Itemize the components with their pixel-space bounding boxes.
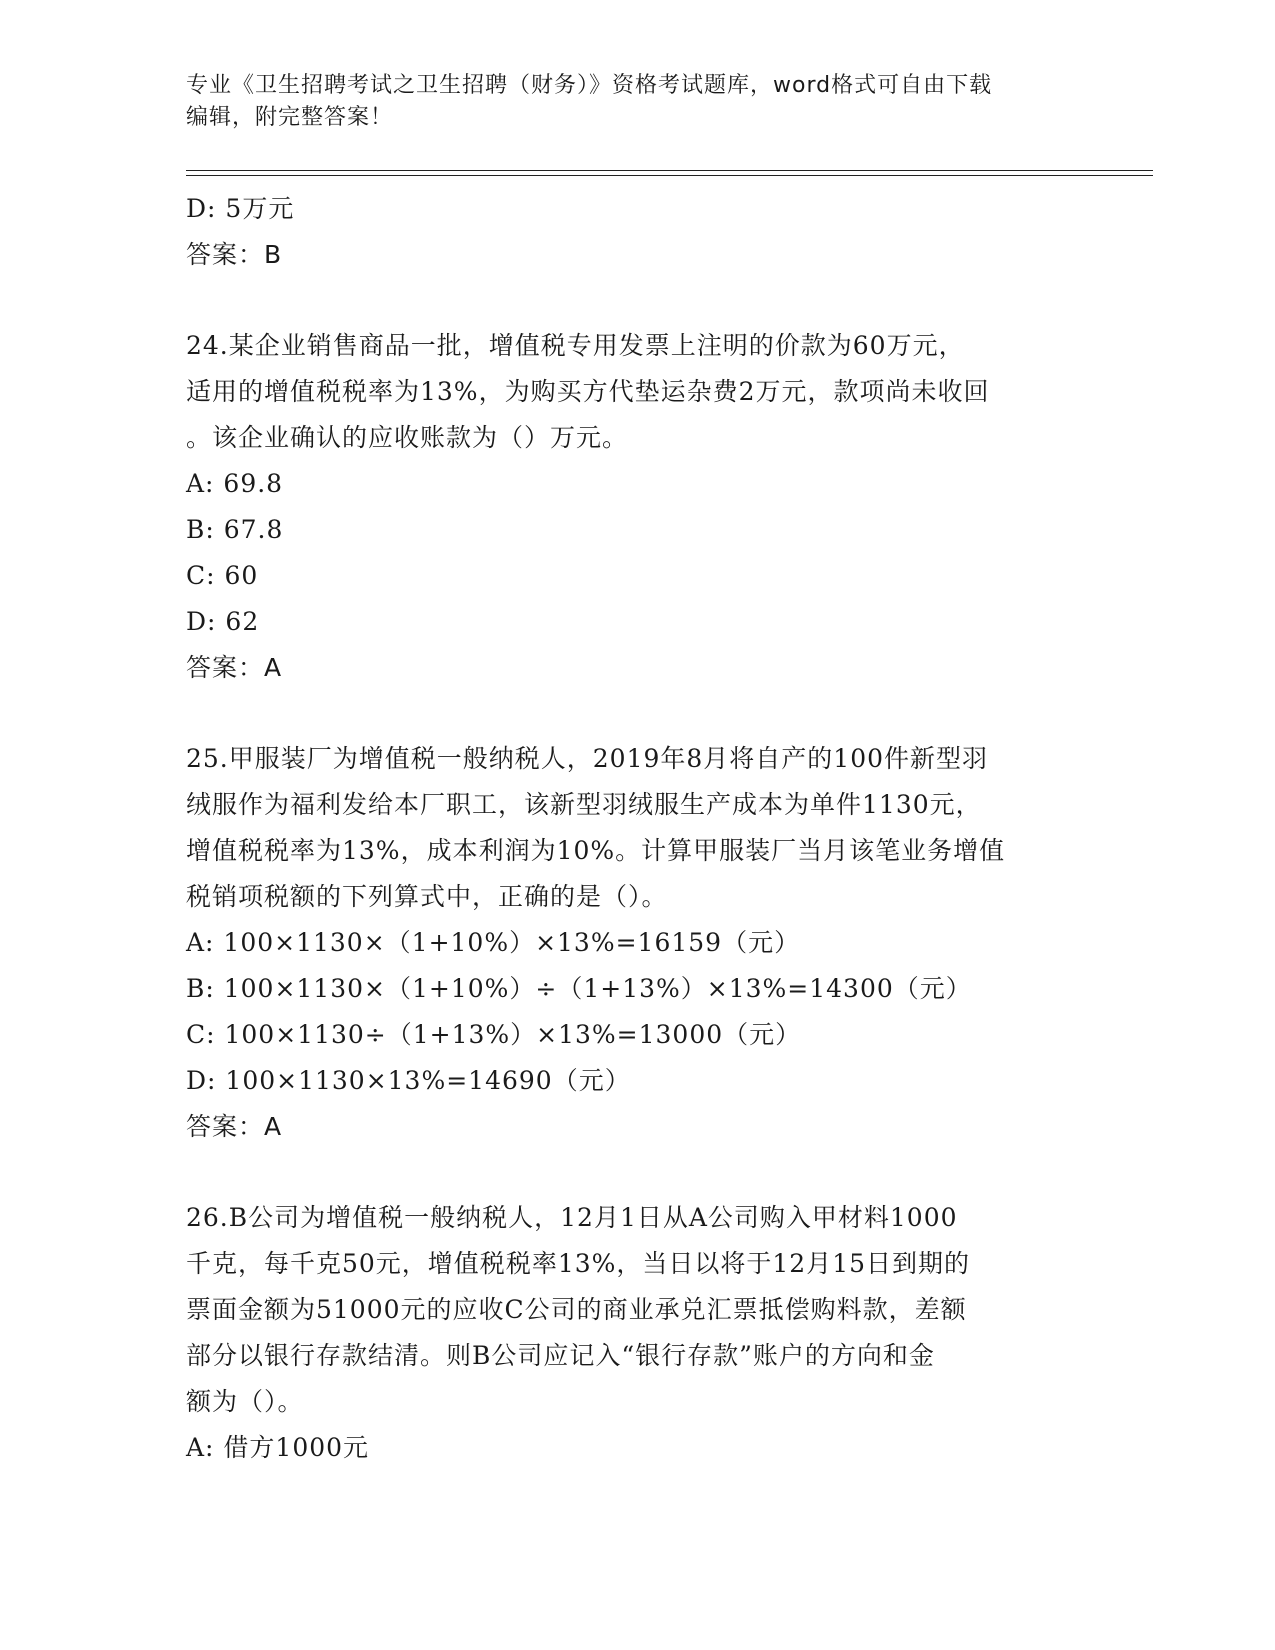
header-rule-bottom bbox=[186, 175, 1153, 176]
answer: 答案：A bbox=[186, 653, 283, 682]
question-stem-line: 票面金额为51000元的应收C公司的商业承兑汇票抵偿购料款，差额 bbox=[186, 1295, 967, 1324]
option-c: C: 100×1130÷（1+13%）×13%=13000（元） bbox=[186, 1020, 802, 1049]
question-stem-line: 增值税税率为13%，成本利润为10%。计算甲服装厂当月该笔业务增值 bbox=[186, 836, 1006, 865]
header-line-2: 编辑，附完整答案！ bbox=[186, 105, 394, 130]
answer: 答案：B bbox=[186, 240, 283, 269]
option-d: D: 100×1130×13%=14690（元） bbox=[186, 1066, 631, 1095]
option-b: B: 100×1130×（1+10%）÷（1+13%）×13%=14300（元） bbox=[186, 974, 972, 1003]
option-d: D: 62 bbox=[186, 607, 260, 636]
header-rule-top bbox=[186, 170, 1153, 171]
question-24 bbox=[186, 323, 1086, 691]
option-c: C: 60 bbox=[186, 561, 259, 590]
question-stem-line: 千克，每千克50元，增值税税率13%，当日以将于12月15日到期的 bbox=[186, 1249, 971, 1278]
question-25 bbox=[186, 736, 1086, 1150]
option-a: A: 借方1000元 bbox=[186, 1433, 370, 1462]
option-a: A: 69.8 bbox=[186, 469, 284, 498]
header-line-1: 专业《卫生招聘考试之卫生招聘（财务）》资格考试题库，word格式可自由下载 bbox=[186, 73, 993, 98]
previous-question-tail bbox=[186, 186, 1086, 278]
question-stem-line: 部分以银行存款结清。则B公司应记入“银行存款”账户的方向和金 bbox=[186, 1341, 935, 1370]
question-stem-line: 绒服作为福利发给本厂职工，该新型羽绒服生产成本为单件1130元， bbox=[186, 790, 982, 819]
option-b: B: 67.8 bbox=[186, 515, 284, 544]
question-stem-line: 税销项税额的下列算式中，正确的是（）。 bbox=[186, 882, 668, 911]
option-d: D: 5万元 bbox=[186, 194, 295, 223]
document-body bbox=[186, 186, 1086, 1471]
question-stem-line: 26.B公司为增值税一般纳税人，12月1日从A公司购入甲材料1000 bbox=[186, 1203, 958, 1232]
page-header bbox=[186, 70, 1086, 134]
answer: 答案：A bbox=[186, 1112, 283, 1141]
question-stem-line: 24.某企业销售商品一批，增值税专用发票上注明的价款为60万元， bbox=[186, 331, 965, 360]
question-stem-line: 。该企业确认的应收账款为（）万元。 bbox=[186, 423, 629, 452]
question-stem-line: 适用的增值税税率为13%，为购买方代垫运杂费2万元，款项尚未收回 bbox=[186, 377, 990, 406]
question-stem-line: 25.甲服装厂为增值税一般纳税人，2019年8月将自产的100件新型羽 bbox=[186, 744, 989, 773]
question-stem-line: 额为（）。 bbox=[186, 1387, 304, 1416]
option-a: A: 100×1130×（1+10%）×13%=16159（元） bbox=[186, 928, 801, 957]
question-26 bbox=[186, 1195, 1086, 1471]
